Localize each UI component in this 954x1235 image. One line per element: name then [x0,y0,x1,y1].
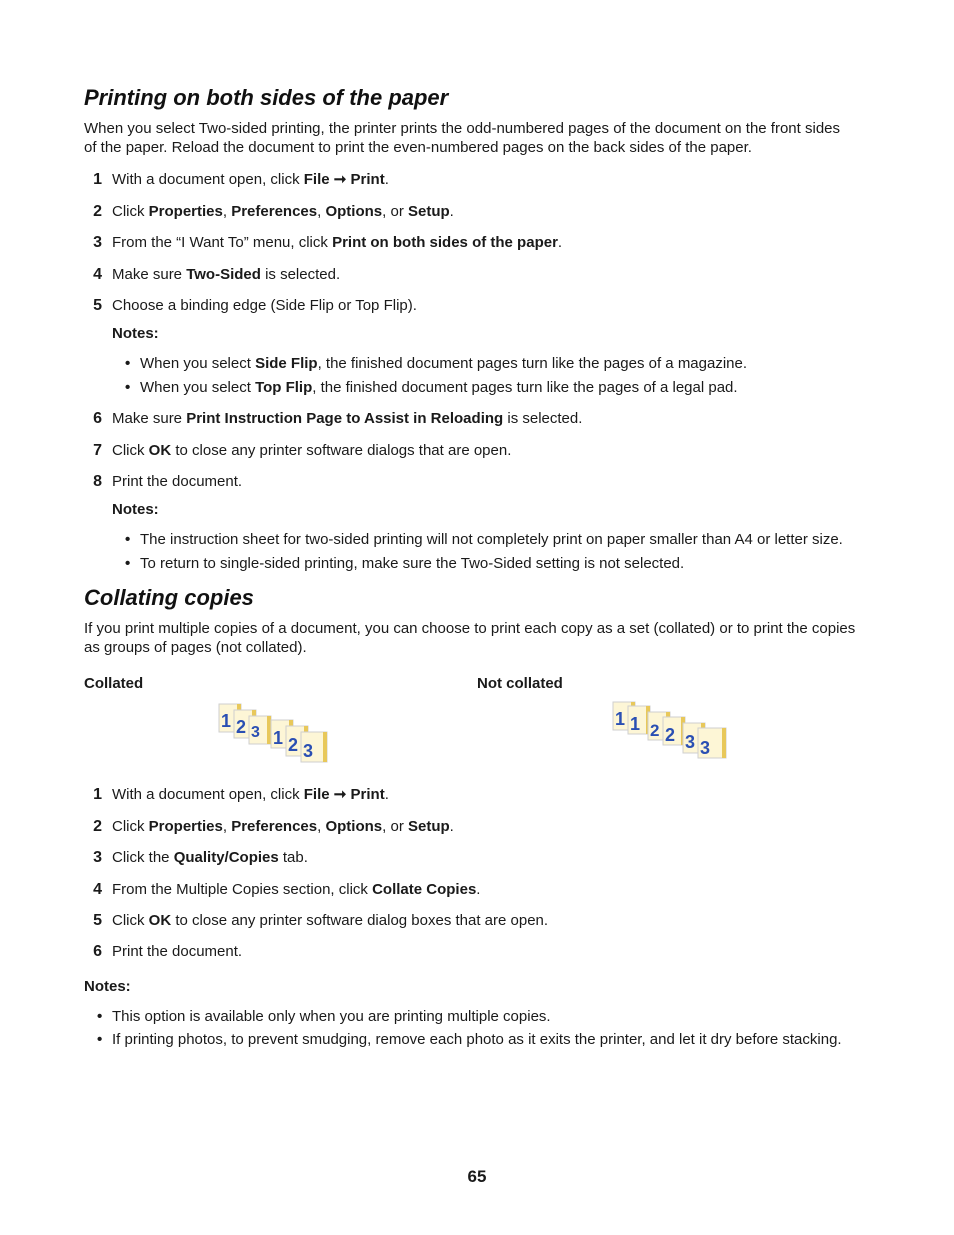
intro-paragraph: If you print multiple copies of a document, you can choose to print each copy as a set (collated) or to print the copies as groups of pages (not collated). [84,620,856,656]
page-number: 65 [467,1167,487,1186]
note-item: • When you select Top Flip, the finished document pages turn like the pages of a legal pad. [125,379,738,396]
step-item: 4 Make sure Two-Sided is selected. [93,266,341,283]
collated-pages-illustration [218,702,333,764]
step-item: 1 With a document open, click File ➞ Print. [93,786,389,803]
note-item: • If printing photos, to prevent smudging, remove each photo as it exits the printer, and let it dry before stacking. [97,1031,842,1048]
note-item: • This option is available only when you are printing multiple copies. [97,1008,551,1025]
section-title-collating: Collating copies [84,585,254,610]
step-item: 4 From the Multiple Copies section, click Collate Copies. [93,881,481,898]
step-item: 2 Click Properties, Preferences, Options, or Setup. [93,818,454,835]
step-item: 5 Choose a binding edge (Side Flip or Top Flip). [93,297,417,314]
intro-paragraph: When you select Two-sided printing, the printer prints the odd-numbered pages of the document on the front sides of the paper. Reload the document to print the even-numbered pages on the back sides of the paper. [84,120,840,156]
svg-text:1: 1 [221,711,232,731]
page-2 [663,717,685,745]
note-item: • When you select Side Flip, the finished document pages turn like the pages of a magazine. [125,355,748,372]
not-collated-label: Not collated [477,675,563,692]
note-item: • The instruction sheet for two-sided printing will not completely print on paper smaller than A4 or letter size. [125,531,843,548]
step-item: 8 Print the document. [93,473,243,490]
svg-text:3: 3 [685,732,696,752]
not-collated-pages-illustration [612,700,730,762]
step-item: 6 Make sure Print Instruction Page to Assist in Reloading is selected. [93,410,583,427]
notes-label: Notes: [84,978,131,995]
collated-label: Collated [84,675,144,692]
step-item: 6 Print the document. [93,943,243,960]
note-item: • To return to single-sided printing, make sure the Two-Sided setting is not selected. [125,555,685,572]
page-3 [249,716,271,744]
step-item: 7 Click OK to close any printer software dialogs that are open. [93,442,512,459]
svg-text:2: 2 [288,735,299,755]
page-3 [301,732,327,762]
step-item: 5 Click OK to close any printer software dialog boxes that are open. [93,912,549,929]
svg-text:2: 2 [236,717,247,737]
section-title-two-sided: Printing on both sides of the paper [84,85,449,110]
page-3 [698,728,726,758]
svg-text:3: 3 [251,724,260,741]
step-item: 1 With a document open, click File ➞ Print. [93,171,389,188]
notes-label: Notes: [112,501,159,518]
step-item: 2 Click Properties, Preferences, Options, or Setup. [93,203,454,220]
svg-text:1: 1 [630,714,641,734]
svg-text:2: 2 [650,721,660,740]
page-1 [628,706,650,734]
step-item: 3 Click the Quality/Copies tab. [93,849,308,866]
step-item: 3 From the “I Want To” menu, click Print on both sides of the paper. [93,234,563,251]
notes-label: Notes: [112,325,159,342]
svg-text:1: 1 [273,728,284,748]
svg-text:3: 3 [303,741,314,761]
svg-text:1: 1 [615,709,626,729]
svg-text:3: 3 [700,738,711,758]
svg-text:2: 2 [665,725,676,745]
